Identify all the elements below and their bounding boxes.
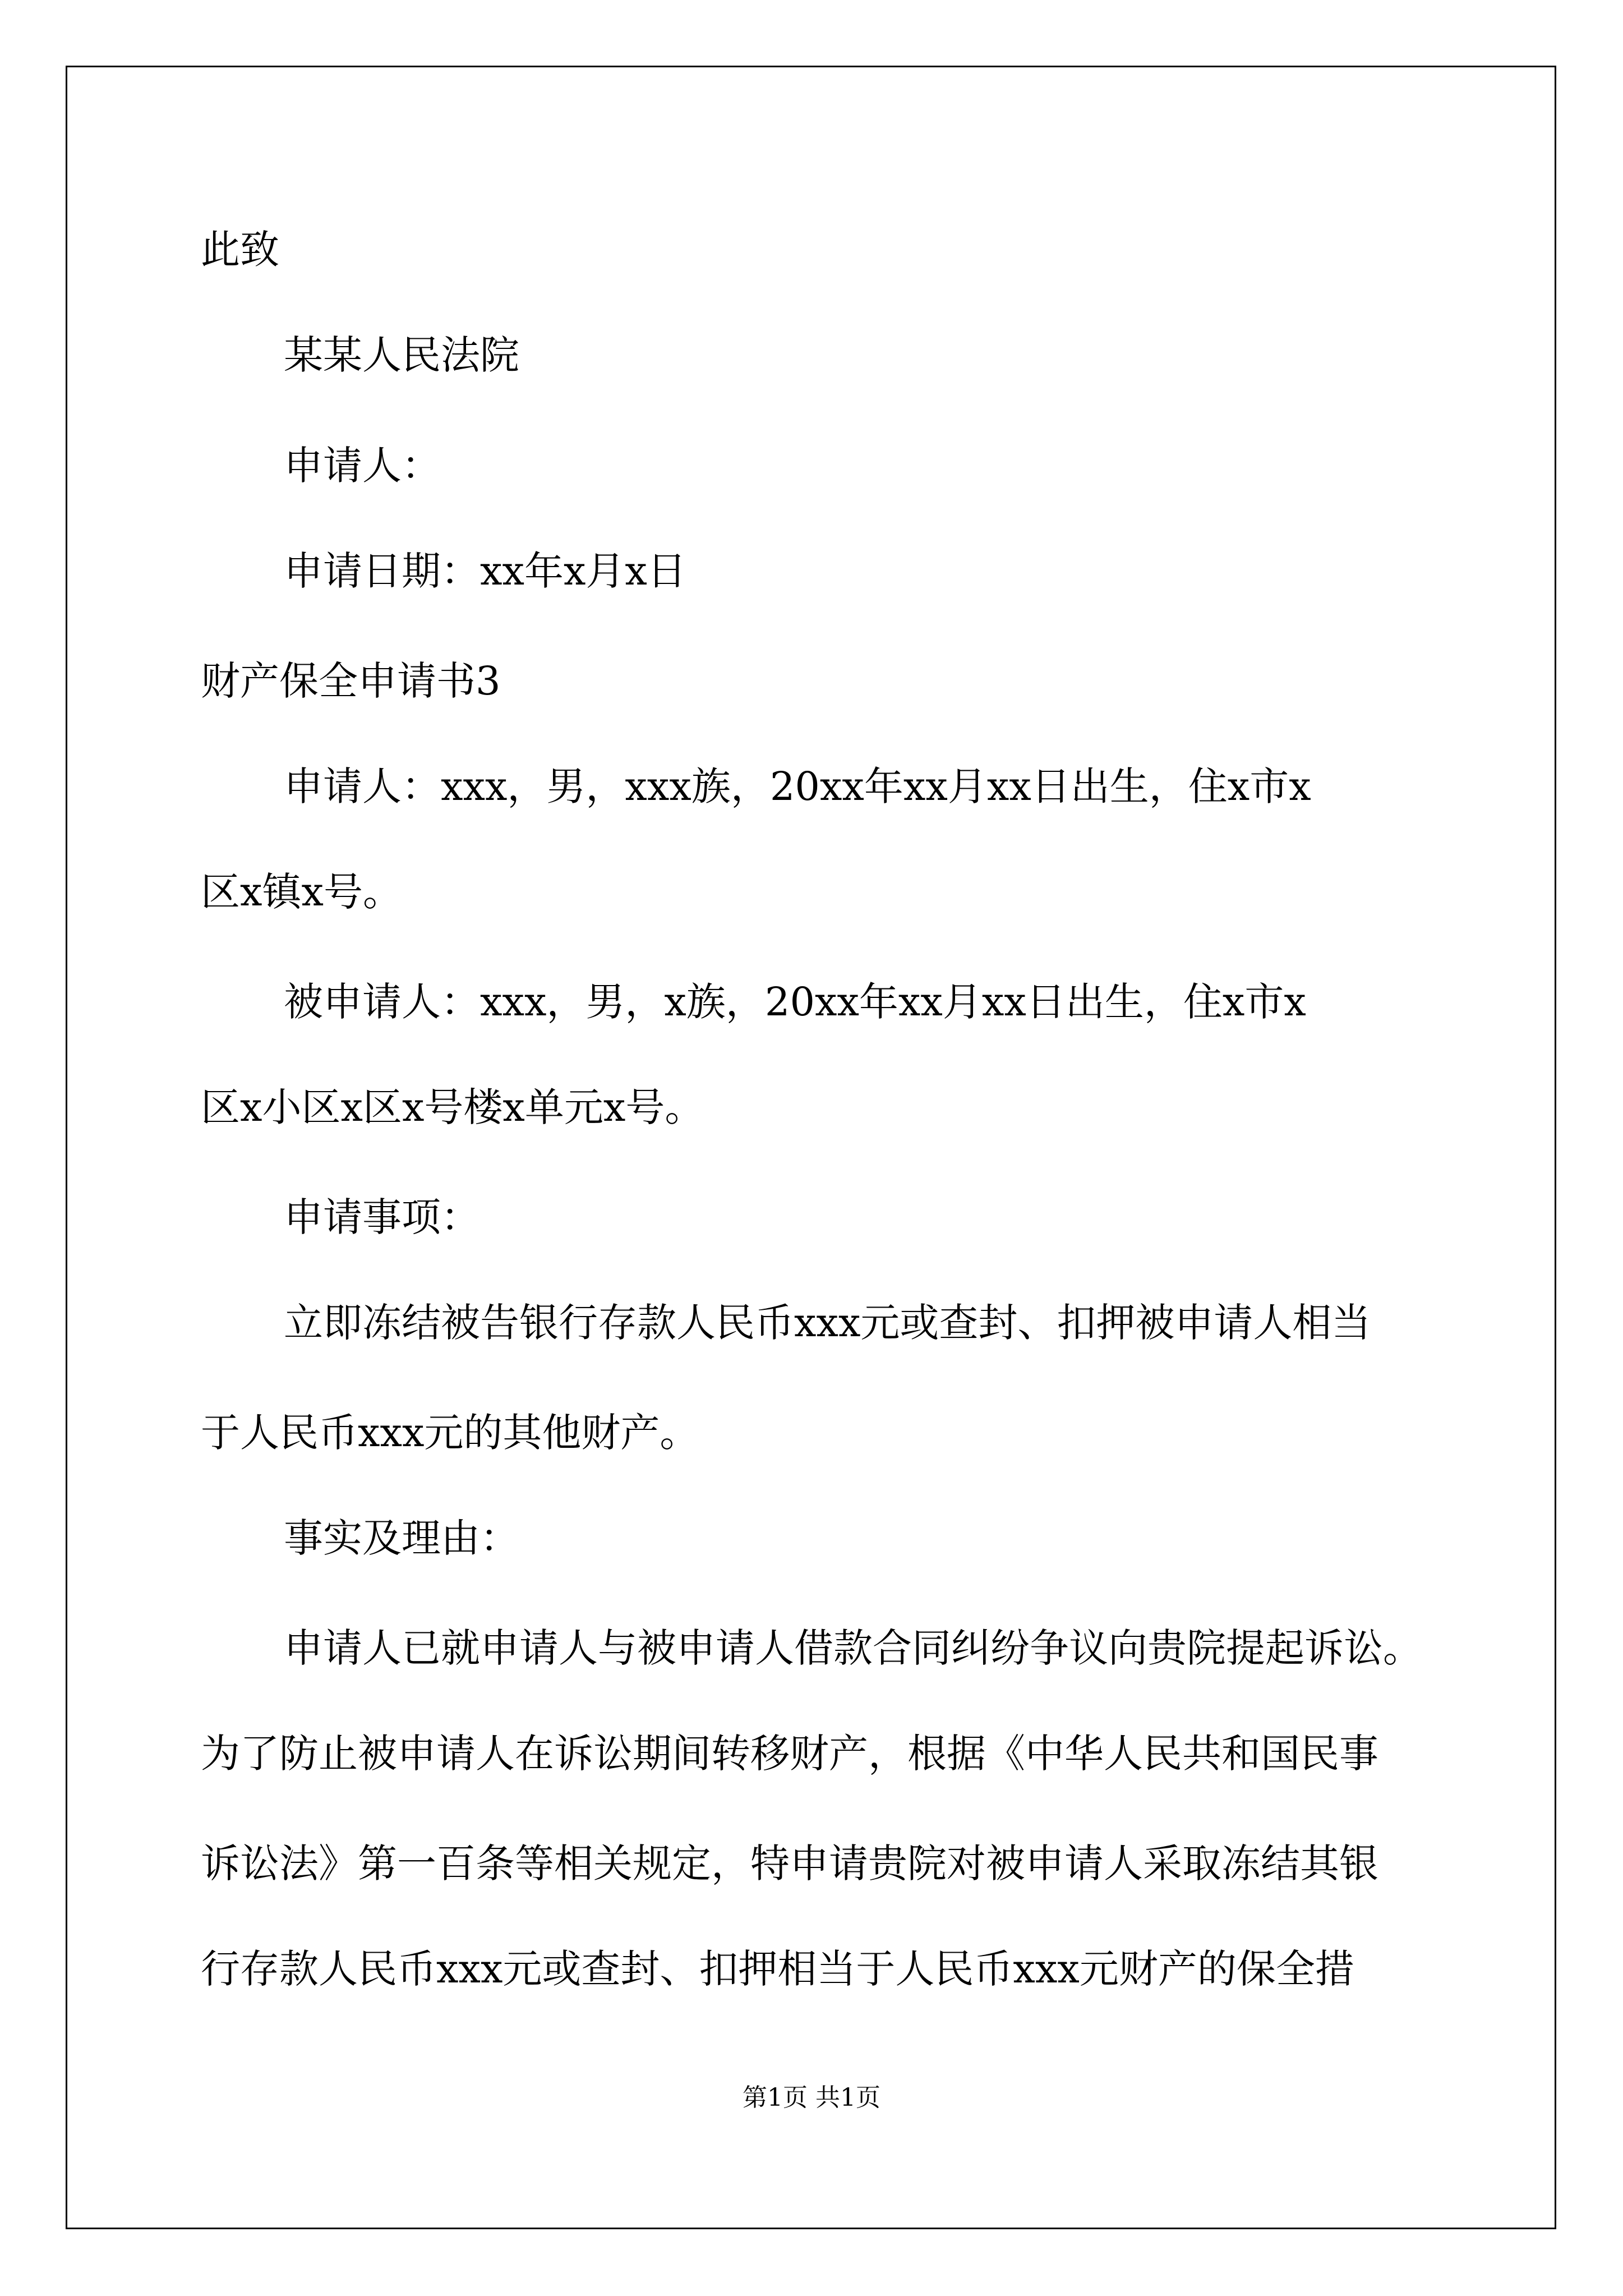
section-heading: 财产保全申请书3	[201, 658, 501, 704]
text-line: 事实及理由：	[284, 1515, 519, 1561]
text-line: 为了防止被申请人在诉讼期间转移财产，根据《中华人民共和国民事	[201, 1731, 1378, 1777]
text-line: 诉讼法》第一百条等相关规定，特申请贵院对被申请人采取冻结其银	[201, 1841, 1378, 1887]
text-line: 此致	[201, 227, 279, 273]
text-line: 申请人：	[284, 443, 441, 489]
text-line: 申请人已就申请人与被申请人借款合同纠纷争议向贵院提起诉讼。	[284, 1625, 1422, 1671]
page-footer: 第1页 共1页	[743, 2083, 880, 2112]
page-border	[66, 66, 1556, 2229]
text-line: 某某人民法院	[284, 332, 519, 378]
text-line: 立即冻结被告银行存款人民币xxx元或查封、扣押被申请人相当	[284, 1300, 1371, 1346]
text-line: 行存款人民币xxx元或查封、扣押相当于人民币xxx元财产的保全措	[201, 1946, 1354, 1992]
text-line: 申请事项：	[284, 1194, 480, 1240]
text-line: 区x镇x号。	[201, 869, 402, 915]
text-line: 区x小区x区x号楼x单元x号。	[201, 1084, 704, 1130]
text-line: 申请人：xxx，男，xxx族，20xx年xx月xx日出生，住x市x	[284, 763, 1311, 809]
text-line: 于人民币xxx元的其他财产。	[201, 1410, 699, 1456]
text-line: 申请日期：xx年x月x日	[284, 548, 686, 594]
text-line: 被申请人：xxx，男，x族，20xx年xx月xx日出生，住x市x	[284, 979, 1306, 1025]
